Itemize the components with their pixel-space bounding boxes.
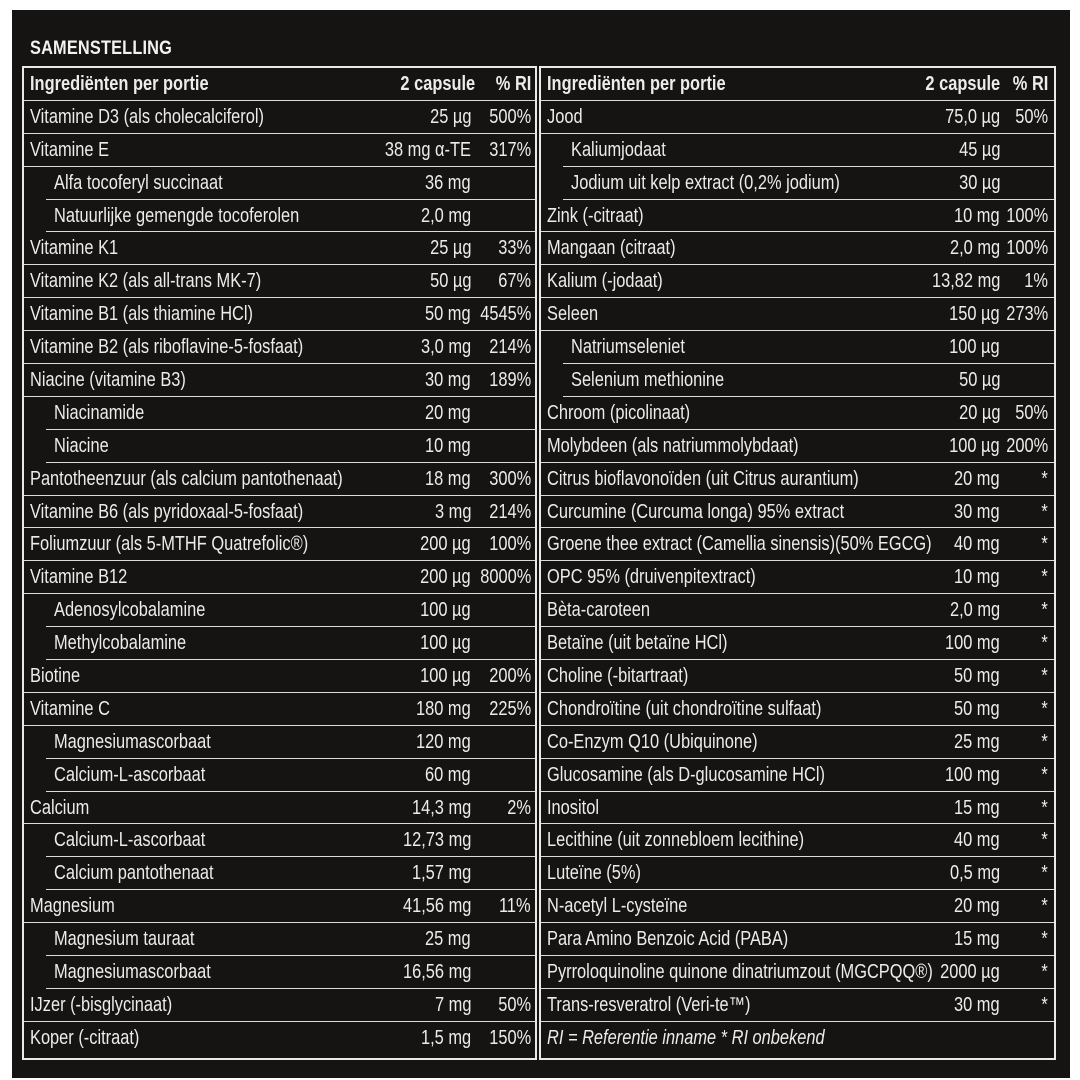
sub-ingredient-row: [563, 331, 1054, 364]
ingredient-row: [24, 561, 535, 594]
ingredient-amount: 20 µg: [958, 401, 1000, 424]
ingredient-name: Foliumzuur (als 5-MTHF Quatrefolic®): [30, 533, 309, 556]
ingredient-name: Vitamine K1: [30, 237, 119, 260]
ingredient-amount: 3,0 mg: [420, 336, 471, 359]
ingredient-amount: 13,82 mg: [931, 270, 1000, 293]
ingredient-name: Selenium methionine: [571, 369, 725, 392]
ingredient-ri: 214%: [489, 500, 531, 523]
ingredient-row: [541, 956, 1054, 989]
sub-ingredient-row: [46, 726, 535, 759]
ingredient-amount: 20 mg: [425, 401, 471, 424]
sub-ingredient-row: [563, 364, 1054, 397]
ingredient-amount: 40 mg: [954, 829, 1000, 852]
sub-ingredient-row: [46, 857, 535, 890]
ingredient-amount: 30 mg: [425, 369, 471, 392]
ingredient-row: [24, 265, 535, 298]
ingredient-ri: 214%: [489, 336, 531, 359]
ingredient-name: Mangaan (citraat): [547, 237, 676, 260]
ingredient-name: Koper (-citraat): [30, 1026, 140, 1049]
ingredient-name: Pyrroloquinoline quinone dinatriumzout (MGCPQQ®): [547, 961, 933, 984]
ingredient-amount: 200 µg: [420, 533, 471, 556]
header-ingredient: Ingrediënten per portie: [30, 73, 209, 95]
ingredient-ri: 273%: [1006, 303, 1048, 326]
ingredient-ri: *: [1041, 763, 1048, 786]
ingredient-amount: 180 mg: [416, 697, 471, 720]
ingredient-name: Choline (-bitartraat): [547, 665, 689, 688]
ingredient-name: Alfa tocoferyl succinaat: [54, 171, 223, 194]
composition-heading: SAMENSTELLING: [30, 38, 173, 59]
ingredient-amount: 2000 µg: [940, 961, 1000, 984]
ingredient-name: Magnesiumascorbaat: [54, 730, 211, 753]
ingredient-amount: 50 mg: [954, 697, 1000, 720]
sub-ingredient-row: [46, 627, 535, 660]
ingredient-name: Molybdeen (als natriummolybdaat): [547, 434, 799, 457]
ingredient-ri: *: [1041, 862, 1048, 885]
ingredient-ri: *: [1041, 533, 1048, 556]
ingredient-row: [24, 134, 535, 167]
sub-ingredient-row: [563, 134, 1054, 167]
ingredient-amount: 0,5 mg: [949, 862, 1000, 885]
header-ingredient: Ingrediënten per portie: [547, 73, 726, 95]
ingredient-amount: 2,0 mg: [420, 204, 471, 227]
ingredient-amount: 2,0 mg: [949, 599, 1000, 622]
ingredient-name: Curcumine (Curcuma longa) 95% extract: [547, 500, 845, 523]
ingredient-amount: 30 mg: [954, 500, 1000, 523]
left-ingredient-table: [22, 66, 537, 1060]
ingredient-name: Calcium-L-ascorbaat: [54, 829, 206, 852]
ingredient-name: Magnesium: [30, 895, 115, 918]
ingredient-name: Pantotheenzuur (als calcium pantothenaat): [30, 467, 343, 490]
ingredient-amount: 15 mg: [954, 928, 1000, 951]
ingredient-ri: *: [1041, 895, 1048, 918]
ingredient-row: [541, 627, 1054, 660]
ingredient-row: [24, 101, 535, 134]
ingredient-amount: 25 µg: [429, 237, 471, 260]
ingredient-amount: 100 µg: [420, 632, 471, 655]
ingredient-amount: 100 mg: [945, 632, 1000, 655]
header-ri: % RI: [1012, 73, 1048, 95]
ingredient-ri: 100%: [1006, 204, 1048, 227]
ingredient-ri: 300%: [489, 467, 531, 490]
ingredient-name: Niacine (vitamine B3): [30, 369, 186, 392]
ingredient-name: Zink (-citraat): [547, 204, 644, 227]
ingredient-name: Calcium: [30, 796, 90, 819]
table-header: [541, 68, 1054, 101]
ingredient-name: IJzer (-bisglycinaat): [30, 993, 173, 1016]
ingredient-name: Glucosamine (als D-glucosamine HCl): [547, 763, 825, 786]
ingredient-ri: 200%: [489, 665, 531, 688]
ingredient-name: Natriumseleniet: [571, 336, 685, 359]
ingredient-ri: *: [1041, 993, 1048, 1016]
ingredient-amount: 2,0 mg: [949, 237, 1000, 260]
ingredient-amount: 100 µg: [420, 599, 471, 622]
ingredient-amount: 16,56 mg: [402, 961, 471, 984]
ingredient-row: [24, 463, 535, 496]
ingredient-name: Magnesiumascorbaat: [54, 961, 211, 984]
ingredient-row: [24, 989, 535, 1022]
ingredient-name: Natuurlijke gemengde tocoferolen: [54, 204, 300, 227]
ingredient-name: Kalium (-jodaat): [547, 270, 663, 293]
ingredient-row: [541, 561, 1054, 594]
ingredient-row: [24, 298, 535, 331]
ingredient-amount: 1,5 mg: [420, 1026, 471, 1049]
ingredient-amount: 75,0 µg: [944, 105, 1000, 128]
ingredient-row: [541, 430, 1054, 463]
ingredient-amount: 50 mg: [954, 665, 1000, 688]
sub-ingredient-row: [46, 430, 535, 463]
sub-ingredient-row: [563, 167, 1054, 200]
ingredient-ri: 1%: [1024, 270, 1048, 293]
ingredient-ri: 225%: [489, 697, 531, 720]
ingredient-name: Luteïne (5%): [547, 862, 641, 885]
ingredient-name: Trans-resveratrol (Veri-te™): [547, 993, 751, 1016]
ingredient-row: [24, 331, 535, 364]
ingredient-name: Vitamine B2 (als riboflavine-5-fosfaat): [30, 336, 304, 359]
ingredient-row: [541, 660, 1054, 693]
ingredient-row: [541, 857, 1054, 890]
ingredient-ri: *: [1041, 796, 1048, 819]
ingredient-name: Lecithine (uit zonnebloem lecithine): [547, 829, 805, 852]
ingredient-row: [541, 200, 1054, 233]
ingredient-name: Para Amino Benzoic Acid (PABA): [547, 928, 789, 951]
ingredient-amount: 36 mg: [425, 171, 471, 194]
header-ri: % RI: [495, 73, 531, 95]
ingredient-name: Adenosylcobalamine: [54, 599, 206, 622]
sub-ingredient-row: [46, 397, 535, 430]
ingredient-name: Chroom (picolinaat): [547, 401, 691, 424]
header-amount: 2 capsule: [925, 73, 1000, 95]
ingredient-row: [541, 397, 1054, 430]
ingredient-ri: 100%: [489, 533, 531, 556]
ingredient-amount: 10 mg: [954, 204, 1000, 227]
ingredient-name: Vitamine B6 (als pyridoxaal-5-fosfaat): [30, 500, 304, 523]
ingredient-ri: 200%: [1006, 434, 1048, 457]
ingredient-amount: 41,56 mg: [402, 895, 471, 918]
ingredient-name: Calcium pantothenaat: [54, 862, 214, 885]
sub-ingredient-row: [46, 923, 535, 956]
ingredient-amount: 50 µg: [958, 369, 1000, 392]
ingredient-amount: 7 mg: [434, 993, 471, 1016]
ingredient-amount: 20 mg: [954, 895, 1000, 918]
ingredient-amount: 40 mg: [954, 533, 1000, 556]
ingredient-row: [24, 660, 535, 693]
ingredient-amount: 14,3 mg: [411, 796, 471, 819]
ingredient-ri: *: [1041, 697, 1048, 720]
ingredient-ri: *: [1041, 566, 1048, 589]
ingredient-row: [24, 528, 535, 561]
ingredient-ri: 67%: [498, 270, 531, 293]
ingredient-amount: 12,73 mg: [402, 829, 471, 852]
ingredient-name: Chondroïtine (uit chondroïtine sulfaat): [547, 697, 822, 720]
right-ingredient-table: [539, 66, 1056, 1060]
ingredient-amount: 30 µg: [958, 171, 1000, 194]
ingredient-amount: 10 mg: [954, 566, 1000, 589]
ingredient-name: Seleen: [547, 303, 599, 326]
ingredient-ri: 317%: [489, 138, 531, 161]
ingredient-row: [541, 232, 1054, 265]
ingredient-amount: 15 mg: [954, 796, 1000, 819]
ingredient-name: Vitamine B1 (als thiamine HCl): [30, 303, 254, 326]
sub-ingredient-row: [46, 167, 535, 200]
ingredient-row: [541, 101, 1054, 134]
sub-ingredient-row: [46, 824, 535, 857]
ingredient-name: Jodium uit kelp extract (0,2% jodium): [571, 171, 840, 194]
ingredient-ri: *: [1041, 632, 1048, 655]
ingredient-name: Vitamine B12: [30, 566, 128, 589]
ingredient-name: Co-Enzym Q10 (Ubiquinone): [547, 730, 758, 753]
table-header: [24, 68, 535, 101]
ingredient-amount: 25 mg: [425, 928, 471, 951]
ingredient-name: Calcium-L-ascorbaat: [54, 763, 206, 786]
ingredient-ri: 150%: [489, 1026, 531, 1049]
ingredient-amount: 50 mg: [425, 303, 471, 326]
ingredient-name: Magnesium tauraat: [54, 928, 195, 951]
ingredient-amount: 100 µg: [949, 336, 1000, 359]
ingredient-row: [24, 890, 535, 923]
ingredient-name: Bèta-caroteen: [547, 599, 651, 622]
ingredient-name: Citrus bioflavonoïden (uit Citrus aurantium): [547, 467, 859, 490]
ingredient-name: Niacinamide: [54, 401, 145, 424]
ingredient-name: Betaïne (uit betaïne HCl): [547, 632, 728, 655]
ingredient-row: [24, 496, 535, 529]
ingredient-ri: *: [1041, 829, 1048, 852]
ingredient-row: [541, 594, 1054, 627]
ingredient-ri: *: [1041, 928, 1048, 951]
ingredient-name: Methylcobalamine: [54, 632, 187, 655]
ingredient-name: Inositol: [547, 796, 599, 819]
header-amount: 2 capsule: [400, 73, 475, 95]
ingredient-row: [541, 298, 1054, 331]
ingredient-row: [541, 792, 1054, 825]
ingredient-row: [541, 989, 1054, 1022]
ingredient-amount: 20 mg: [954, 467, 1000, 490]
ingredient-name: Vitamine E: [30, 138, 110, 161]
ingredient-ri: *: [1041, 500, 1048, 523]
ingredient-ri: 4545%: [479, 303, 531, 326]
ingredient-row: [24, 792, 535, 825]
ingredient-name: Vitamine D3 (als cholecalciferol): [30, 105, 264, 128]
ingredient-ri: *: [1041, 665, 1048, 688]
ingredient-name: Vitamine C: [30, 697, 110, 720]
ingredient-ri: *: [1041, 730, 1048, 753]
sub-ingredient-row: [46, 759, 535, 792]
ingredient-ri: 11%: [499, 895, 531, 918]
ingredient-row: [541, 463, 1054, 496]
ingredient-ri: 8000%: [479, 566, 531, 589]
ingredient-row: [541, 496, 1054, 529]
ingredient-ri: 100%: [1006, 237, 1048, 260]
sub-ingredient-row: [46, 594, 535, 627]
ingredient-row: [541, 890, 1054, 923]
ingredient-row: [541, 759, 1054, 792]
ingredient-amount: 1,57 mg: [411, 862, 471, 885]
ingredient-name: Vitamine K2 (als all-trans MK-7): [30, 270, 262, 293]
ingredient-ri: *: [1041, 467, 1048, 490]
ingredient-amount: 3 mg: [434, 500, 471, 523]
ingredient-amount: 100 mg: [945, 763, 1000, 786]
ingredient-ri: *: [1041, 961, 1048, 984]
ingredient-amount: 60 mg: [425, 763, 471, 786]
ingredient-name: Biotine: [30, 665, 81, 688]
ingredient-name: Niacine: [54, 434, 109, 457]
ingredient-name: Jood: [547, 105, 583, 128]
ingredient-ri: *: [1041, 599, 1048, 622]
ingredient-ri: 50%: [1015, 105, 1048, 128]
ingredient-row: [541, 693, 1054, 726]
ingredient-name: N-acetyl L-cysteïne: [547, 895, 688, 918]
ingredient-ri: 50%: [1015, 401, 1048, 424]
ingredient-name: Groene thee extract (Camellia sinensis)(50% EGCG): [547, 533, 932, 556]
ri-legend: RI = Referentie inname * RI onbekend: [547, 1026, 825, 1049]
ingredient-name: Kaliumjodaat: [571, 138, 666, 161]
ingredient-row: [541, 726, 1054, 759]
ingredient-row: [541, 265, 1054, 298]
ingredient-amount: 30 mg: [954, 993, 1000, 1016]
ingredient-ri: 189%: [489, 369, 531, 392]
ingredient-row: [541, 824, 1054, 857]
ingredient-row: [24, 693, 535, 726]
ingredient-amount: 10 mg: [425, 434, 471, 457]
ingredient-row: [24, 364, 535, 397]
ingredient-row: [24, 232, 535, 265]
ingredient-amount: 100 µg: [949, 434, 1000, 457]
ingredient-amount: 120 mg: [416, 730, 471, 753]
ingredient-amount: 150 µg: [949, 303, 1000, 326]
ingredient-ri: 50%: [498, 993, 531, 1016]
ingredient-ri: 2%: [507, 796, 531, 819]
ingredient-ri: 500%: [489, 105, 531, 128]
sub-ingredient-row: [46, 956, 535, 989]
legend-row: [541, 1022, 1054, 1055]
ingredient-amount: 38 mg α-TE: [384, 138, 471, 161]
ingredient-amount: 18 mg: [425, 467, 471, 490]
ingredient-amount: 200 µg: [420, 566, 471, 589]
ingredient-ri: 33%: [498, 237, 531, 260]
ingredient-amount: 45 µg: [958, 138, 1000, 161]
ingredient-amount: 50 µg: [429, 270, 471, 293]
ingredient-row: [24, 1022, 535, 1055]
ingredient-row: [541, 528, 1054, 561]
sub-ingredient-row: [46, 200, 535, 233]
ingredient-name: OPC 95% (druivenpitextract): [547, 566, 756, 589]
ingredient-amount: 25 µg: [429, 105, 471, 128]
ingredient-amount: 25 mg: [954, 730, 1000, 753]
ingredient-amount: 100 µg: [420, 665, 471, 688]
ingredient-row: [541, 923, 1054, 956]
